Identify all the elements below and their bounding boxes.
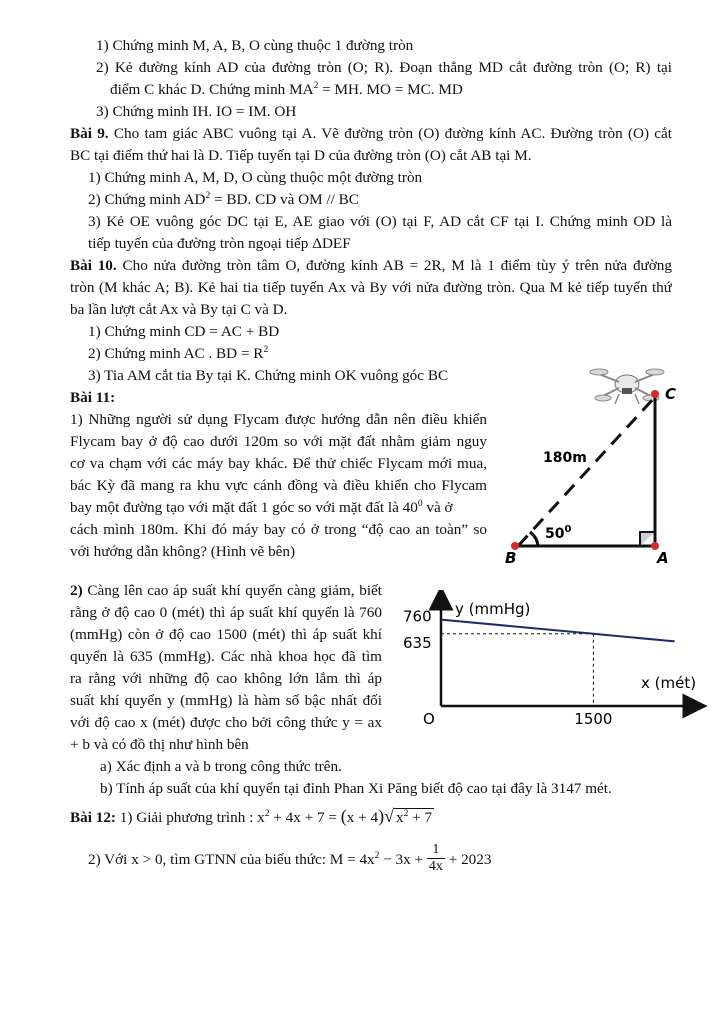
- ex11-question-a: a) Xác định a và b trong công thức trên.: [100, 758, 342, 775]
- y-tick-760: 760: [403, 607, 432, 626]
- label-180m: 180m: [543, 450, 587, 466]
- ex11-p1-line-2: Flycam bay ở độ cao dưới 120m so với mặt đất nhằm giảm nguy: [70, 433, 487, 450]
- ex9-statement-1: Bài 9. Cho tam giác ABC vuông tại A. Vẽ đường tròn (O) đường kính AC. Đường tròn (O) cắt: [70, 125, 672, 142]
- pressure-line: [441, 620, 675, 642]
- ex11-label: Bài 11:: [70, 389, 116, 406]
- label-angle: $50^0$: [545, 524, 572, 542]
- x-tick-1500: 1500: [574, 710, 613, 728]
- ex12-part-1: Bài 12: 1) Giải phương trình : $x^2 + 4x + 7 = (x + 4)√$ $x^2 + 7$: [70, 806, 433, 826]
- ex9-item-1: 1) Chứng minh A, M, D, O cùng thuộc một đường tròn: [88, 169, 423, 186]
- ex11-p1-line-6: cách mình 180m. Khi đó máy bay có ở trong “độ cao an toàn” so: [70, 521, 487, 538]
- origin-label: O: [423, 710, 435, 728]
- ex9-statement-2: BC tại điểm thứ hai là D. Tiếp tuyến tại D của đường tròn (O) cắt AB tại M.: [70, 147, 532, 164]
- ex11-p1-line-5: bay một đường tạo với mặt đất 1 góc so với mặt đất là $40^0$ và ở: [70, 499, 453, 516]
- label-b: B: [505, 549, 517, 567]
- label-c: C: [665, 385, 677, 403]
- ex9-item-3: 3) Kẻ OE vuông góc DC tại E, AE giao với (O) tại F, AD cắt CF tại I. Chứng minh OD là: [88, 213, 672, 230]
- ex10-statement-2: tròn (M khác A; B). Kẻ hai tia tiếp tuyến Ax và By với nửa đường tròn. Qua M kẻ tiếp tuyến thứ: [70, 279, 672, 296]
- ex10-statement-3: ba lần lượt cắt Ax và By tại C và D.: [70, 301, 288, 318]
- ex10-item-1: 1) Chứng minh CD = AC + BD: [88, 323, 280, 340]
- ex10-item-3: 3) Tia AM cắt tia By tại K. Chứng minh OK vuông góc BC: [88, 367, 449, 384]
- expression-m: $M = 4x^2 - 3x$ + $\frac{1}{4x}$ + 2023: [329, 842, 492, 874]
- ex11-p2-line-1: 2) Càng lên cao áp suất khí quyển càng giảm, biết: [70, 582, 382, 599]
- triangle-figure: [495, 352, 695, 572]
- ex8-item-3: 3) Chứng minh IH. IO = IM. OH: [96, 103, 297, 120]
- equation-1: $x^2 + 4x + 7 = (x + 4)√$ $x^2 + 7$: [257, 806, 433, 826]
- ex8-item-1: 1) Chứng minh M, A, B, O cùng thuộc 1 đường tròn: [96, 37, 414, 54]
- pressure-chart: [395, 590, 715, 730]
- y-axis-label: y (mmHg): [455, 600, 531, 618]
- flycam-drone-icon: [590, 369, 664, 404]
- ex10-item-2: 2) Chứng minh AC . BD = $R^2$: [88, 345, 269, 362]
- ex11-p2-line-3: (mmHg) còn ở độ cao 1500 (mét) thì áp suất khí: [70, 626, 382, 643]
- x-axis-label: x (mét): [641, 674, 697, 692]
- ex11-question-b: b) Tính áp suất của khí quyển tại đỉnh Phan Xi Păng biết độ cao tại đây là 3147 mét.: [100, 780, 612, 797]
- hypotenuse-bc: [518, 397, 655, 546]
- ex11-p2-line-8: + b và có đồ thị như hình bên: [70, 736, 249, 753]
- ex8-item-2: 2) Kẻ đường kính AD của đường tròn (O; R). Đoạn thẳng MD cắt đường tròn (O; R) tại: [96, 59, 672, 76]
- ex11-p1-line-3: cơ va chạm với các máy bay khác. Để thử chiếc Flycam mới mua,: [70, 455, 487, 472]
- ex11-p1-line-4: bác Kỳ đã mang ra khu vực cánh đồng và điều khiển cho Flycam: [70, 477, 487, 494]
- ex11-p2-line-2: rằng ở độ cao 0 (mét) thì áp suất khí quyển là 760: [70, 604, 382, 621]
- ex11-p2-line-6: suất khí quyển y (mmHg) là hàm số bậc nhất đối: [70, 692, 382, 709]
- ex11-p2-line-7: với độ cao x (mét) được cho bởi công thức y = ax: [70, 714, 382, 731]
- ex11-p1-line-7: với hướng dẫn không? (Hình vẽ bên): [70, 543, 296, 560]
- ex9-item-2: 2) Chứng minh $AD^2$ = BD. CD và OM // BC: [88, 191, 359, 208]
- ex11-p2-line-4: quyển là 635 (mmHg). Các nhà khoa học đã tìm: [70, 648, 382, 665]
- angle-b-arc: [530, 532, 538, 546]
- y-tick-635: 635: [403, 633, 432, 652]
- ex8-item-2-cont: điểm C khác D. Chứng minh $MA^2$ = MH. MO = MC. MD: [110, 81, 463, 98]
- ex9-item-3-cont: tiếp tuyến của đường tròn ngoại tiếp ΔDEF: [88, 235, 351, 252]
- ex10-statement-1: Bài 10. Cho nửa đường tròn tâm O, đường kính AB = 2R, M là 1 điểm tùy ý trên nửa đường: [70, 257, 672, 274]
- label-a: A: [657, 549, 669, 567]
- ex11-p1-line-1: 1) Những người sử dụng Flycam được hướng dẫn nên điều khiển: [70, 411, 487, 428]
- ex11-p2-line-5: ra rằng với những độ cao không lớn lắm thì áp: [70, 670, 382, 687]
- ex12-part-2: 2) Với x > 0, tìm GTNN của biểu thức: $M = 4x^2 - 3x$ + $\frac{1}{4x}$ + 2023: [88, 842, 492, 874]
- point-c: [651, 390, 659, 398]
